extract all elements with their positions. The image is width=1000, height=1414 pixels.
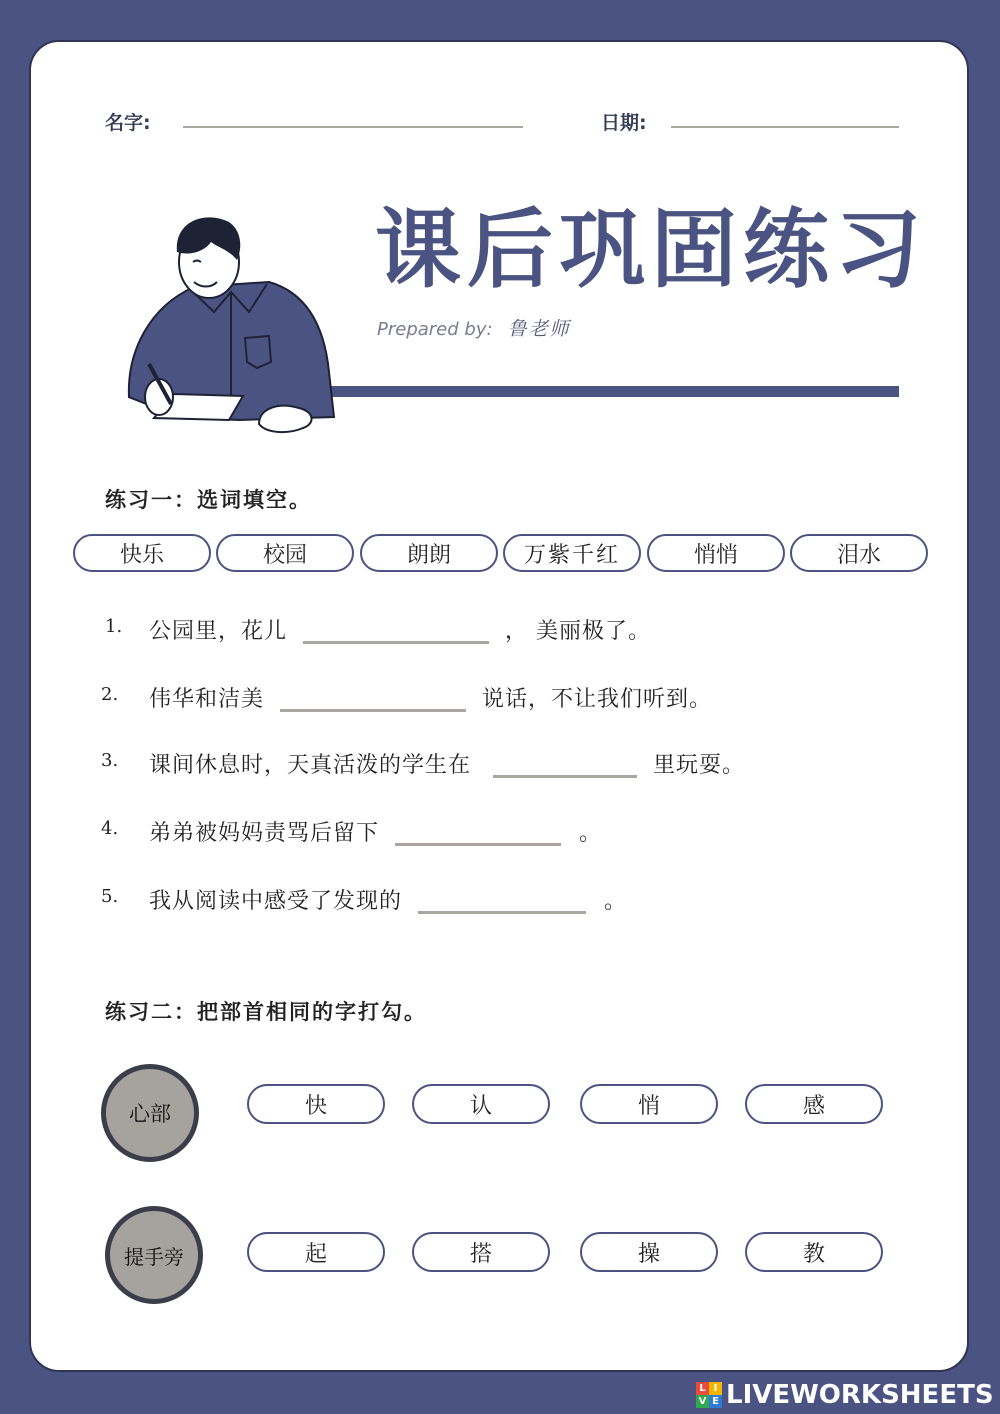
char-choice[interactable]: 搭 [412, 1232, 550, 1272]
radical-circle: 提手旁 [105, 1206, 203, 1304]
char-choice[interactable]: 感 [745, 1084, 883, 1124]
char-choice[interactable]: 起 [247, 1232, 385, 1272]
question-text-after: 。 [604, 889, 628, 914]
char-choice[interactable]: 操 [580, 1232, 718, 1272]
word-bank-item[interactable]: 校园 [216, 534, 354, 572]
question-text-after: 。 [579, 821, 603, 846]
answer-blank[interactable] [280, 709, 466, 712]
word-bank-item[interactable]: 悄悄 [647, 534, 785, 572]
question-number: 3. [101, 750, 119, 771]
question-text-after: 里玩耍。 [653, 753, 746, 778]
word-bank-item[interactable]: 万紫千红 [503, 534, 641, 572]
date-label: 日期: [601, 112, 647, 134]
char-choice[interactable]: 悄 [580, 1084, 718, 1124]
char-choice[interactable]: 快 [247, 1084, 385, 1124]
teacher-name: 鲁老师 [507, 318, 571, 340]
question-text-before: 我从阅读中感受了发现的 [149, 889, 403, 914]
answer-blank[interactable] [303, 641, 489, 644]
liveworksheets-logo [696, 1380, 994, 1410]
prepared-by-label: Prepared by: [377, 319, 493, 340]
question-4 [149, 816, 602, 847]
question-text-after: 说话，不让我们听到。 [482, 687, 713, 712]
question-number: 5. [101, 886, 119, 907]
prepared-by-line [377, 314, 571, 341]
worksheet-page [29, 40, 969, 1372]
radical-circle: 心部 [101, 1064, 199, 1162]
answer-blank[interactable] [493, 775, 637, 778]
writing-man-illustration [119, 212, 359, 442]
question-1 [149, 614, 651, 645]
question-text-after: ， 美丽极了。 [505, 619, 652, 644]
question-text-before: 弟弟被妈妈责骂后留下 [149, 821, 380, 846]
word-bank-item[interactable]: 快乐 [73, 534, 211, 572]
question-number: 4. [101, 818, 119, 839]
live-badge-icon: L I V E [696, 1382, 722, 1408]
page-title: 课后巩固练习 [375, 200, 927, 300]
question-2 [149, 682, 712, 713]
exercise1-heading: 练习一：选词填空。 [105, 488, 312, 512]
word-bank-item[interactable]: 泪水 [790, 534, 928, 572]
name-field[interactable] [183, 126, 523, 128]
question-text-before: 公园里，花儿 [149, 619, 288, 644]
char-choice[interactable]: 教 [745, 1232, 883, 1272]
exercise2-heading: 练习二：把部首相同的字打勾。 [105, 1000, 427, 1024]
word-bank-item[interactable]: 朗朗 [360, 534, 498, 572]
question-number: 1. [105, 616, 123, 637]
question-text-before: 课间休息时，天真活泼的学生在 [149, 753, 472, 778]
watermark-text: LIVEWORKSHEETS [726, 1380, 994, 1410]
question-5 [149, 884, 627, 915]
answer-blank[interactable] [418, 911, 586, 914]
date-field[interactable] [671, 126, 899, 128]
char-choice[interactable]: 认 [412, 1084, 550, 1124]
question-text-before: 伟华和洁美 [149, 687, 265, 712]
name-label: 名字: [105, 112, 151, 134]
question-3 [149, 748, 745, 779]
title-underline-bar [327, 386, 899, 397]
answer-blank[interactable] [395, 843, 561, 846]
question-number: 2. [101, 684, 119, 705]
